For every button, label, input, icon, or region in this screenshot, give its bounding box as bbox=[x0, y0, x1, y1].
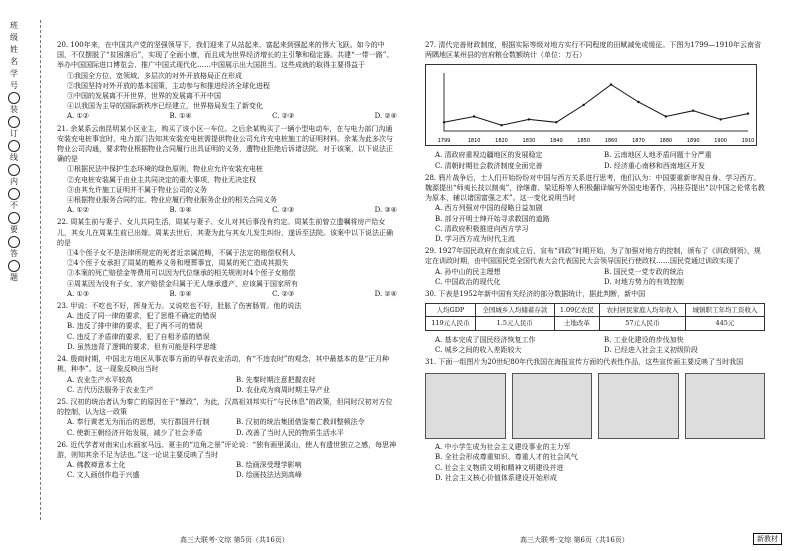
q26-D: D. 绘画技法达到高峰 bbox=[236, 471, 302, 480]
q23-text: 23. 甲说：不吃也不好，挥身无力。又说吃也不好，肚胀了伤害肠胃。他的说法 bbox=[57, 302, 302, 311]
q22-opt1: ①4个侄子女不是法律所规定的死者近亲属范畴，不属于法定的赔偿权利人 bbox=[67, 249, 296, 258]
q30-C: C. 城乡之间的收入差距较大 bbox=[435, 345, 522, 354]
q27-chart bbox=[425, 64, 757, 146]
poster-3 bbox=[598, 373, 679, 439]
q30-text: 30. 下表是1952年新中国有关经济的部分数据统计，据此判断，新中国 bbox=[425, 290, 646, 299]
binding-circle bbox=[8, 116, 20, 128]
q30-th-5: 城镇职工年均工资收入 bbox=[685, 304, 764, 317]
q30-th-3: 1.09亿农民 bbox=[554, 304, 599, 317]
q31-C: C. 社会主义物质文明和精神文明建设并进 bbox=[435, 463, 564, 472]
q25-B: B. 汉初的统治集团借鉴秦亡教训整顿法令 bbox=[236, 418, 365, 427]
q21-opt2: ②充电桩安装属于由业主共同决定的重大事项，物业无决定权 bbox=[67, 175, 256, 184]
q27-series-line bbox=[444, 85, 748, 126]
binding-circle bbox=[8, 140, 20, 152]
q20-B: B. ①④ bbox=[169, 112, 192, 121]
q30-td-5: 445元 bbox=[685, 317, 764, 330]
q27-point bbox=[500, 124, 502, 126]
q27-text: 27. 清代完善财政制度，根据实际等级对地方实行不同程度的田赋减免或缓征。下图为1799—1910年云南省两隅地区某州县的官府粮仓数额统计（单位：万石） bbox=[425, 41, 761, 60]
left-column bbox=[57, 40, 397, 483]
q30 bbox=[425, 289, 765, 355]
q22-opt4: ④周某因为没有子女，家产赔偿金归属于无人继承遗产，应该属于国家所有 bbox=[67, 279, 298, 288]
q27-B: B. 云南地区人地矛盾问题十分严重 bbox=[604, 151, 712, 160]
q20-A: A. ①② bbox=[67, 112, 90, 121]
binding-labels bbox=[8, 20, 22, 284]
q28-B: B. 部分开明士绅开始寻求救国的道路 bbox=[435, 214, 550, 223]
binding-label: 装 bbox=[10, 105, 20, 114]
q24-B: B. 先秦时期注意把握农时 bbox=[236, 375, 316, 384]
q28-C: C. 清政府积极推进向西方学习 bbox=[435, 224, 529, 233]
q27-chart-svg bbox=[426, 65, 756, 145]
binding-label bbox=[8, 188, 22, 200]
q21-B: B. ①④ bbox=[169, 206, 192, 215]
binding-margin bbox=[0, 20, 41, 520]
q23-opt3: C. 违反了矛盾律的要求，犯了自相矛盾的错误 bbox=[67, 332, 210, 341]
q30-td-3: 土地改革 bbox=[554, 317, 599, 330]
binding-label bbox=[8, 212, 22, 224]
q27-point bbox=[528, 119, 530, 121]
q25-C: C. 使新王朝经济开始发展，减少了社会矛盾 bbox=[67, 428, 203, 437]
q30-D: D. 已经进入社会主义初级阶段 bbox=[604, 345, 698, 354]
q27 bbox=[425, 40, 765, 171]
q26-A: A. 佛教禅意本土化 bbox=[67, 461, 126, 470]
q27-x-tick: 1860 bbox=[604, 138, 618, 145]
poster-2 bbox=[512, 373, 593, 439]
q30-th-2: 全国城乡人均储蓄存款 bbox=[475, 304, 554, 317]
q27-axis bbox=[444, 73, 748, 131]
q21-opt4: ④根据物业服务合同约定，物业应履行物业服务企业的相关合同义务 bbox=[67, 196, 277, 205]
q27-point bbox=[747, 113, 749, 115]
q21-D: D. ③④ bbox=[374, 206, 397, 215]
q27-x-tick: 1880 bbox=[659, 138, 673, 145]
binding-circle bbox=[8, 164, 20, 176]
poster-4 bbox=[685, 373, 766, 439]
binding-circle bbox=[8, 260, 20, 272]
q30-table bbox=[425, 303, 765, 330]
q27-x-tick: 1870 bbox=[632, 138, 645, 145]
q24 bbox=[57, 354, 397, 395]
q27-point bbox=[610, 84, 612, 86]
q20-opt3: ③中国的发展离不开世界，世界的发展离不开中国 bbox=[67, 92, 221, 101]
binding-label: 题 bbox=[10, 273, 20, 282]
q20-opt2: ②我国坚持对外开放的基本国策，主动参与和推进经济全球化进程 bbox=[67, 81, 270, 90]
q24-A: A. 农业生产水平较高 bbox=[67, 375, 133, 384]
binding-label: 不 bbox=[10, 201, 20, 210]
q27-x-tick: 1830 bbox=[522, 138, 536, 145]
q20-C: C. ②③ bbox=[272, 112, 295, 121]
binding-label bbox=[8, 260, 22, 272]
q27-point bbox=[665, 116, 667, 118]
q23 bbox=[57, 301, 397, 352]
q27-point bbox=[473, 116, 475, 118]
q20-D: D. ②④ bbox=[374, 112, 397, 121]
q30-table-header-row bbox=[426, 304, 765, 317]
binding-label: 订 bbox=[10, 129, 20, 138]
binding-label: 线 bbox=[10, 153, 20, 162]
binding-label: 内 bbox=[10, 177, 20, 186]
q20-opt1: ①我国全方位、宽领域、多层次的对外开放格局正在形成 bbox=[67, 71, 242, 80]
q28 bbox=[425, 173, 765, 244]
q21 bbox=[57, 124, 397, 216]
q22-opt2: ②4个侄子女承担了周某的赡养义务和埋葬事宜，周某的死亡造成其损失 bbox=[67, 259, 289, 268]
q27-x-tick: 1910 bbox=[741, 138, 755, 145]
q26-C: C. 文人画创作趋于兴盛 bbox=[67, 471, 140, 480]
q29-B: B. 国民党一党专政的统治 bbox=[604, 267, 684, 276]
q27-x-tick: 1810 bbox=[467, 138, 481, 145]
q21-C: C. ②③ bbox=[272, 206, 295, 215]
q27-C: C. 清朝时期社会救济制度全面完善 bbox=[435, 161, 543, 170]
q21-A: A. ①② bbox=[67, 206, 90, 215]
q24-text: 24. 殷商时期，中国北方地区从事农事方面的早春农业活动，有“不违农时”的观念，其中最基本的是“正月种桃、种李”。这一现象反映出当时 bbox=[57, 355, 390, 374]
q27-x-tick: 1850 bbox=[577, 138, 591, 145]
q27-x-tick: 1890 bbox=[686, 138, 700, 145]
edition-badge: 新教材 bbox=[753, 533, 782, 545]
q27-x-tick: 1820 bbox=[495, 138, 508, 145]
q28-D: D. 学习西方成为时代主流 bbox=[435, 235, 515, 244]
q27-point bbox=[719, 119, 721, 121]
q30-table-value-row bbox=[426, 317, 765, 330]
binding-label: 要 bbox=[10, 225, 20, 234]
q22-opt3: ③本案的死亡赔偿金等费用可以因为代位继承的相关规则对4个侄子女赔偿 bbox=[67, 269, 296, 278]
q25-text: 25. 汉初的统治者认为秦亡的原因在于“暴政”，为此，汉高祖刘邦实行“与民休息”的政策，但同时汉初对方位的控制，认为这一政策 bbox=[57, 397, 393, 417]
binding-label bbox=[8, 92, 22, 104]
binding-circle bbox=[8, 236, 20, 248]
q29-C: C. 中国政治的现代化 bbox=[435, 277, 501, 286]
binding-label: 答 bbox=[10, 249, 20, 258]
binding-circle bbox=[8, 92, 20, 104]
q31-posters bbox=[425, 373, 765, 439]
q27-point bbox=[692, 110, 694, 112]
q31-D: D. 社会主义核心价值体系建设开始形成 bbox=[435, 473, 557, 482]
binding-label bbox=[8, 236, 22, 248]
q26 bbox=[57, 440, 397, 481]
q31-text: 31. 下面一组图片为20世纪80年代我国在海报宣传方面的代表性作品，这些宣传画主要反映了当时我国 bbox=[425, 358, 744, 367]
binding-label: 姓名 bbox=[10, 45, 20, 66]
q23-opt1: A. 违反了同一律的要求，犯了思维不确定的错误 bbox=[67, 312, 217, 321]
q29-D: D. 对地方势力的有效控制 bbox=[604, 277, 684, 286]
q27-x-tick: 1840 bbox=[549, 138, 563, 145]
poster-1 bbox=[425, 373, 506, 439]
q27-point bbox=[637, 101, 639, 103]
q22-text: 22. 周某生前与妻子、女儿共同生活，周某与妻子、女儿对其后事没有约定。周某生前曾立遗嘱将房产给女儿，其女儿在周某生前已出嫁。周某去世后，其妻为此与其女儿发生纠纷，遂诉至法院。该案中以下说法正确的是 bbox=[57, 218, 393, 247]
q27-x-tick: 1799 bbox=[437, 138, 451, 145]
binding-label bbox=[8, 164, 22, 176]
binding-label bbox=[8, 116, 22, 128]
q25 bbox=[57, 397, 397, 438]
q30-B: B. 工业化建设的步伐加快 bbox=[604, 335, 684, 344]
q27-point bbox=[443, 122, 445, 124]
q30-A: A. 基本完成了国民经济恢复工作 bbox=[435, 335, 536, 344]
q30-th-4: 农村居民家庭人均年收入 bbox=[599, 304, 685, 317]
q31-B: B. 全社会形成尊重知识、尊重人才的社会风气 bbox=[435, 453, 578, 462]
footer-right: 高三大联考·文综 第6页（共16页） bbox=[520, 536, 629, 544]
q24-C: C. 古代历法服务于农业生产 bbox=[67, 385, 154, 394]
q30-th-1: 人均GDP bbox=[426, 304, 476, 317]
q29 bbox=[425, 246, 765, 287]
q22-A: A. ①③ bbox=[67, 289, 90, 298]
q26-B: B. 绘画深受理学影响 bbox=[236, 461, 302, 470]
q20-text: 20. 100年来，在中国共产党的坚强领导下，我们迎来了从站起来、富起来到强起来的伟大飞跃。如今的中国，不仅摆脱了“贫困落后”，实现了全面小康，而且成为世界经济增长的主引擎和稳定器。共建“一带一路”、举办中国国际进口博览会、推广中国式现代化……中国展示出大国担当。这些成就的取得主要得益于 bbox=[57, 41, 394, 70]
q31-A: A. 中小学生成为社会主义建设事业的主力军 bbox=[435, 443, 571, 452]
q27-A: A. 清政府重视边疆地区的发展稳定 bbox=[435, 151, 543, 160]
q29-text: 29. 1927年国民政府在南京成立后，宣布“训政”时期开始，为了加强对地方的控制，颁布了《训政纲领》，规定在训政时期，由中国国民党全国代表大会代表国民大会领导国民行使政权……国民党通过训政实现了 bbox=[425, 247, 761, 266]
q31 bbox=[425, 357, 765, 483]
q21-opt1: ①根据民法中保护生态环境的绿色原则，物业应允许安装充电桩 bbox=[67, 165, 263, 174]
q29-A: A. 孙中山的民主理想 bbox=[435, 267, 501, 276]
q20 bbox=[57, 40, 397, 122]
q28-A: A. 西方列强对中国的侵略日益加剧 bbox=[435, 204, 543, 213]
q27-x-tick: 1900 bbox=[714, 138, 727, 145]
q25-A: A. 奉行黄老无为而治的思想，实行郡国并行制 bbox=[67, 418, 210, 427]
binding-label: 学号 bbox=[10, 69, 20, 90]
q27-point bbox=[582, 104, 584, 106]
q22 bbox=[57, 217, 397, 299]
q22-D: D. ②④ bbox=[374, 289, 397, 298]
q30-td-4: 57元人民币 bbox=[599, 317, 685, 330]
binding-label: 班级 bbox=[10, 21, 20, 42]
q30-td-1: 119元人民币 bbox=[426, 317, 476, 330]
binding-label bbox=[8, 140, 22, 152]
q24-D: D. 农业成为商周时期主导产业 bbox=[236, 385, 330, 394]
q28-text: 28. 鸦片战争后，士人们开始纷纷对中国与西方关系进行思考，他们认为：中国要重新审视自身、学习西方。魏源提出“师夷长技以制夷”，徐继畬、梁廷枏等人积极翻译编写外国史地著作，冯桂芬提出“以中国之伦常名教为原本，辅以诸国富强之术”。这一变化说明当时 bbox=[425, 173, 765, 203]
binding-circle bbox=[8, 212, 20, 224]
q21-text: 21. 余某系云南昆明某小区业主，购买了该小区一车位。之后余某购买了一辆小型电动车，在与电力部门沟通安装充电桩事宜时，电力部门告知其安装充电桩需提供物业公司允许充电桩施工的证明材料。余某为此多次与物业公司沟通，要求物业根据物业合同履行出具证明的义务，遭物业拒绝后诉诸法院。对于该案，以下说法正确的是 bbox=[57, 124, 393, 164]
q23-opt2: B. 违反了排中律的要求，犯了两不可的错误 bbox=[67, 322, 203, 331]
q22-B: B. ①④ bbox=[169, 289, 192, 298]
q23-opt4: D. 虽然违背了逻辑的要求，但有可能是科学思维 bbox=[67, 342, 217, 351]
q27-point bbox=[555, 122, 557, 124]
q22-C: C. ②③ bbox=[272, 289, 295, 298]
binding-circle bbox=[8, 188, 20, 200]
q21-opt3: ③由其允许施工证明并不属于物业公司的义务 bbox=[67, 185, 207, 194]
q26-text: 26. 近代学者对南宋山水画家马远、夏圭的“边角之景”评论说：“独有画里溪山，使人有遗世独立之感，每思神游，则知其余不足为法也。”这一论说主要反映了当时 bbox=[57, 440, 397, 459]
q30-td-2: 1.5元人民币 bbox=[475, 317, 554, 330]
right-column bbox=[425, 40, 765, 485]
footer-left: 高三大联考·文综 第5页（共16页） bbox=[180, 536, 289, 544]
q27-D: D. 经济重心南移和西南地区开发 bbox=[604, 161, 705, 170]
q25-D: D. 改善了当时人民的物质生活水平 bbox=[236, 428, 344, 437]
q20-opt4: ④以我国为主导的国际新秩序已经建立，世界格局发生了新变化 bbox=[67, 102, 263, 111]
